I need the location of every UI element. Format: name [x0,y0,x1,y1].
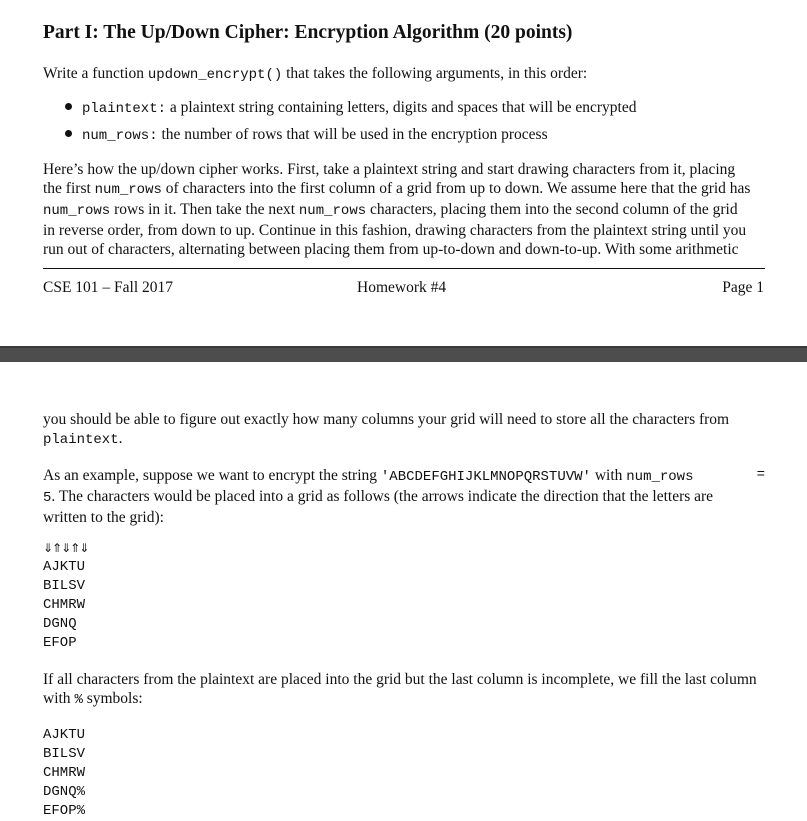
section-title: Part I: The Up/Down Cipher: Encryption Algorithm (20 points) [43,22,573,43]
page-separator [0,346,807,362]
page-2 [0,362,807,818]
footer-homework: Homework #4 [357,279,447,296]
grid-row: CHMRW [43,597,86,613]
bullet-num-rows: num_rows: the number of rows that will be used in the encryption process [65,125,548,146]
direction-arrows: ⇓⇑⇓⇑⇓ [43,541,89,555]
grid-row: EFOP [43,635,77,651]
intro-line: Write a function updown_encrypt() that takes the following arguments, in this order: [43,65,588,83]
example-paragraph: As an example, suppose we want to encrypt the string 'ABCDEFGHIJKLMNOPQRSTUVW' with num_rows = 5. The characters would be placed into a grid as follows (the arrows indicate the direction that the letters are written to the grid): [43,467,765,526]
grid-row: BILSV [43,578,86,594]
fill-paragraph: If all characters from the plaintext are placed into the grid but the last column is incomplete, we fill the last column with % symbols: [43,671,757,708]
footer-rule [43,268,765,269]
padded-grid-row: DGNQ% [43,784,86,800]
footer-page-number: Page 1 [722,279,764,296]
continuation-paragraph: you should be able to figure out exactly how many columns your grid will need to store all the characters from plaintext. [43,411,730,448]
bullet-plaintext: plaintext: a plaintext string containing letters, digits and spaces that will be encrypted [65,98,637,119]
grid-row: AJKTU [43,559,86,575]
grid-row: DGNQ [43,616,77,632]
padded-grid-row: BILSV [43,746,86,762]
padded-grid-row: CHMRW [43,765,86,781]
padded-grid-row: AJKTU [43,727,86,743]
page-1 [0,0,807,346]
bullet-icon [65,130,72,137]
bullet-icon [65,103,72,110]
cipher-description: Here’s how the up/down cipher works. First, take a plaintext string and start drawing characters from it, placing the first num_rows of characters into the first column of a grid from up to down. We assume here that the grid has num_rows rows in it. Then take the next num_rows characters, placing them into the second column of the grid in reverse order, from down to up. Continue in this fashion, drawing characters from the plaintext string until you run out of characters, alternating between placing them from up-to-down and down-to-up. With some arithmetic [43,161,751,258]
padded-grid-row: EFOP% [43,803,86,819]
footer-course: CSE 101 – Fall 2017 [43,279,174,296]
function-name: updown_encrypt() [147,67,283,83]
